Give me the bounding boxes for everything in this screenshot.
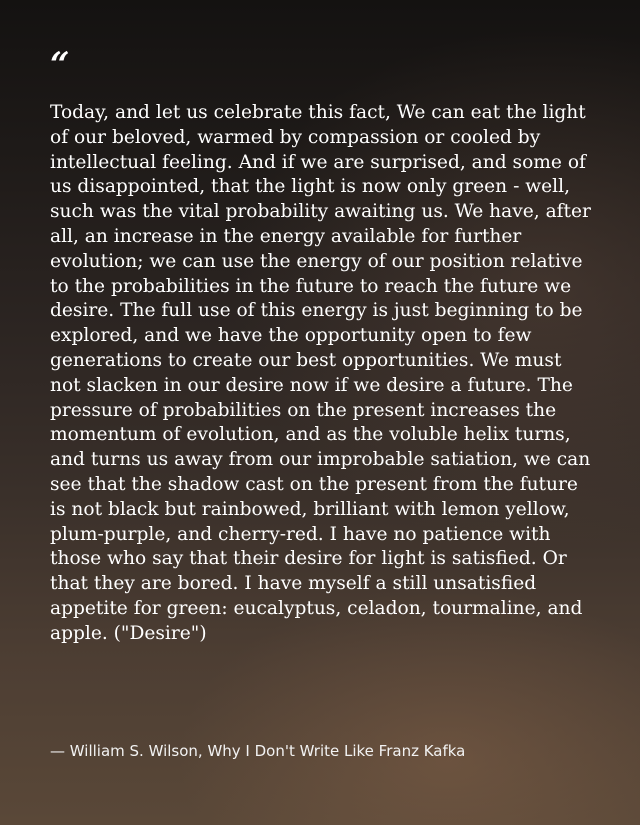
quote-text: Today, and let us celebrate this fact, We can eat the light of our beloved, warmed by compassion or cooled by intellectual feeling. And if we are surprised, and some of us disappointed, that the light is now only green - well, such was the vital probability awaiting us. We have, after all, an increase in the energy available for further evolution; we can use the energy of our position relative to the probabilities in the future to reach the future we desire. The full use of this energy is just beginning to be explored, and we have the opportunity open to few generations to create our best opportunities. We must not slacken in our desire now if we desire a future. The pressure of probabilities on the present increases the momentum of evolution, and as the voluble helix turns, and turns us away from our improbable satiation, we can see that the shadow cast on the present from the future is not black but rainbowed, brilliant with lemon yellow, plum-purple, and cherry-red. I have no patience with those who say that their desire for light is satisfied. Or that they are bored. I have myself a still unsatisfied appetite for green: eucalyptus, celadon, tourmaline, and apple. ("Desire") <box>50 102 591 644</box>
quote-mark-icon: “ <box>50 45 70 85</box>
quote-attribution: — William S. Wilson, Why I Don't Write Like Franz Kafka <box>50 742 466 760</box>
quote-card <box>50 0 595 825</box>
